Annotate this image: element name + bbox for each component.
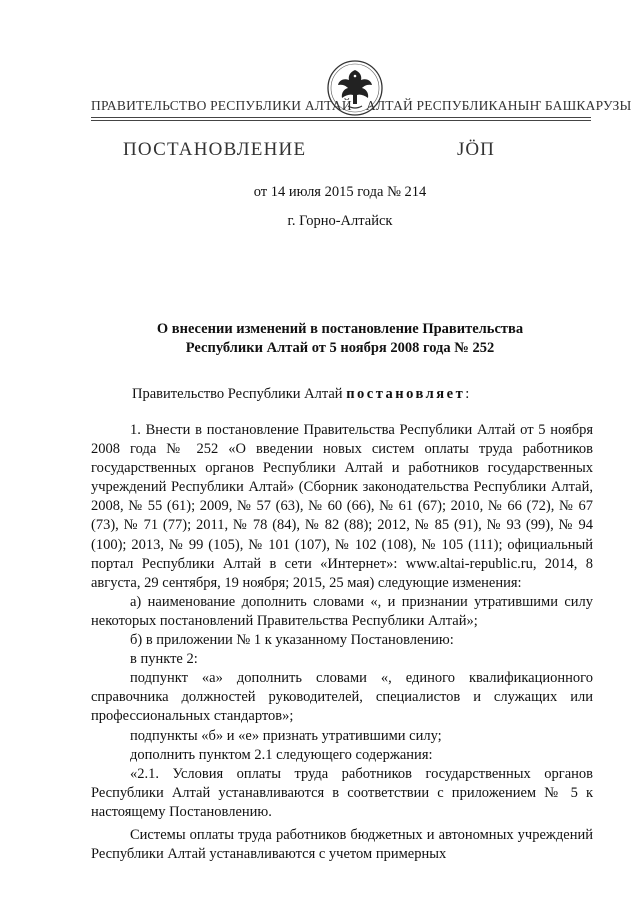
body-paragraph: «2.1. Условия оплаты труда работников государственных органов Республики Алтай устанавливаются в соответствии с приложением № 5 к настоящему Постановлению. [91,765,593,820]
document-body [91,421,593,864]
document-type-altai: JÖП [457,139,495,160]
body-paragraph: Системы оплаты труда работников бюджетных и автономных учреждений Республики Алтай устанавливаются с учетом примерных [91,826,593,863]
header-divider [91,120,591,121]
body-paragraph: а) наименование дополнить словами «, и признании утратившими силу некоторых постановлений Правительства Республики Алтай»; [91,593,593,629]
document-title-line: О внесении изменений в постановление Правительства [156,321,524,337]
body-paragraph: б) в приложении № 1 к указанному Постановлению: [130,632,454,649]
document-title-line: Республики Алтай от 5 ноября 2008 года № 252 [185,340,495,356]
body-paragraph: в пункте 2: [130,651,198,668]
document-city: г. Горно-Алтайск [287,213,393,229]
preamble [132,386,469,403]
document-type-russian: ПОСТАНОВЛЕНИЕ [123,139,307,160]
government-name-russian: ПРАВИТЕЛЬСТВО РЕСПУБЛИКИ АЛТАЙ [91,98,352,113]
government-name-altai: АЛТАЙ РЕСПУБЛИКАНЫҤ БАШКАРУЗЫ [366,98,632,113]
header-divider [91,117,591,118]
preamble-colon: : [465,386,470,402]
document-title [100,320,580,358]
body-paragraph: 1. Внести в постановление Правительства Республики Алтай от 5 ноября 2008 года № 252 «О введении новых систем оплаты труда работников государственных органов Республики Алтай и работников государственных учреждений Республики Алтай» (Сборник законодательства Республики Алтай, 2008, № 55 (61); 2009, № 57 (63), № 60 (66), № 61 (67); 2010, № 66 (72), № 67 (73), № 71 (77); 2011, № 78 (84), № 82 (88); 2012, № 85 (91), № 93 (99), № 94 (100); 2013, № 99 (105), № 101 (107), № 102 (108), № 105 (111); официальный портал Республики Алтай в сети «Интернет»: www.altai-republic.ru, 2014, 8 августа, 29 сентября, 19 ноября; 2015, 25 мая) следующие изменения: [91,422,593,591]
document-date-number: от 14 июля 2015 года № 214 [253,184,427,200]
body-paragraph: подпункт «а» дополнить словами «, единого квалификационного справочника должностей руководителей, специалистов и служащих или профессиональных стандартов»; [91,670,593,725]
body-paragraph: дополнить пунктом 2.1 следующего содержания: [130,746,433,763]
preamble-verb: постановляет [346,386,466,402]
preamble-subject: Правительство Республики Алтай [132,386,347,402]
body-paragraph: подпункты «б» и «е» признать утратившими силу; [130,727,442,744]
